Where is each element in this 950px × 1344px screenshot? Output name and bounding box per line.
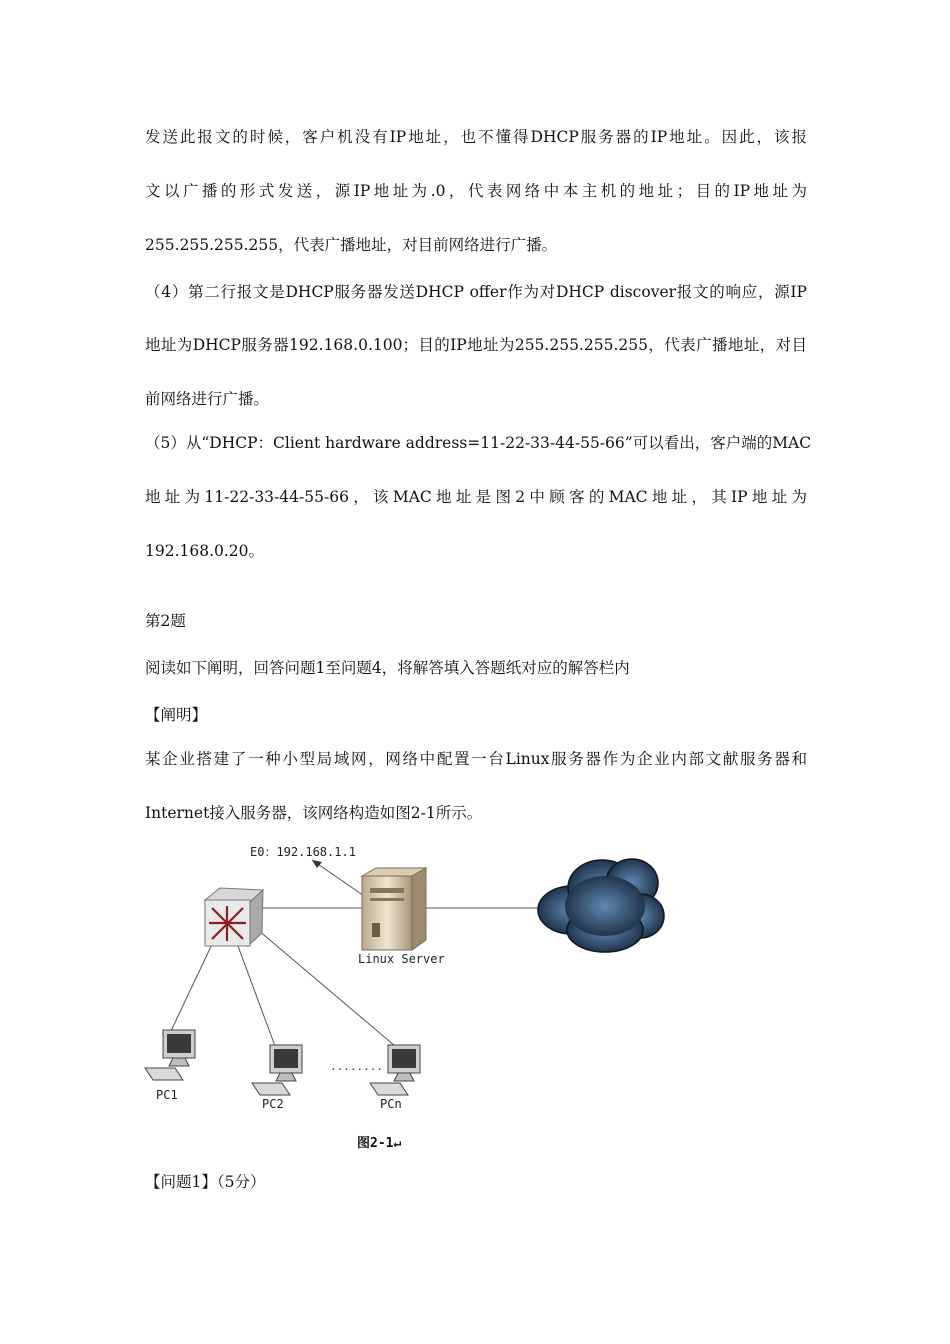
server-label: Linux Server <box>358 952 445 966</box>
router-icon <box>205 888 263 946</box>
paragraph-line: Internet接入服务器，该网络构造如图2-1所示。 <box>145 804 483 822</box>
paragraph-line: 地址为11-22-33-44-55-66，该MAC地址是图2中顾客的MAC地址，其IP地址为 <box>145 488 807 506</box>
pc2-label: PC2 <box>262 1097 284 1111</box>
pc2-icon <box>252 1045 302 1095</box>
paragraph-line: 文以广播的形式发送，源IP地址为.0，代表网络中本主机的地址；目的IP地址为 <box>145 182 807 200</box>
pcn-label: PCn <box>380 1097 402 1111</box>
pc1-icon <box>145 1030 195 1080</box>
internet-cloud-icon <box>538 859 664 952</box>
paragraph-line: 255.255.255.255，代表广播地址，对目前网络进行广播。 <box>145 236 558 254</box>
arrow-head-icon <box>312 860 322 868</box>
paragraph-line: 【阐明】 <box>145 706 208 724</box>
paragraph-line: 发送此报文的时候，客户机没有IP地址，也不懂得DHCP服务器的IP地址。因此，该报 <box>145 128 807 146</box>
paragraph-line: 前网络进行广播。 <box>145 390 270 408</box>
figure-caption: 图2-1↵ <box>357 1136 402 1151</box>
paragraph-line: 某企业搭建了一种小型局域网，网络中配置一台Linux服务器作为企业内部文献服务器和 <box>145 750 807 768</box>
ellipsis-dots: ........ <box>330 1060 383 1073</box>
paragraph-line: 阅读如下阐明，回答问题1至问题4，将解答填入答题纸对应的解答栏内 <box>145 659 630 677</box>
paragraph-line: 地址为DHCP服务器192.168.0.100；目的IP地址为255.255.255.255，代表广播地址，对目 <box>145 336 807 354</box>
server-icon <box>362 868 426 950</box>
paragraph-line: 192.168.0.20。 <box>145 542 265 560</box>
section-heading: 第2题 <box>145 612 186 630</box>
paragraph-line: （4）第二行报文是DHCP服务器发送DHCP offer作为对DHCP discover报文的响应，源IP <box>145 283 807 301</box>
e0-label: E0：192.168.1.1 <box>250 845 356 859</box>
question-heading: 【问题1】（5分） <box>145 1173 266 1191</box>
paragraph-line: （5）从“DHCP：Client hardware address=11-22-33-44-55-66”可以看出，客户端的MAC <box>145 434 812 452</box>
pc1-label: PC1 <box>156 1088 178 1102</box>
network-diagram <box>140 838 670 1158</box>
